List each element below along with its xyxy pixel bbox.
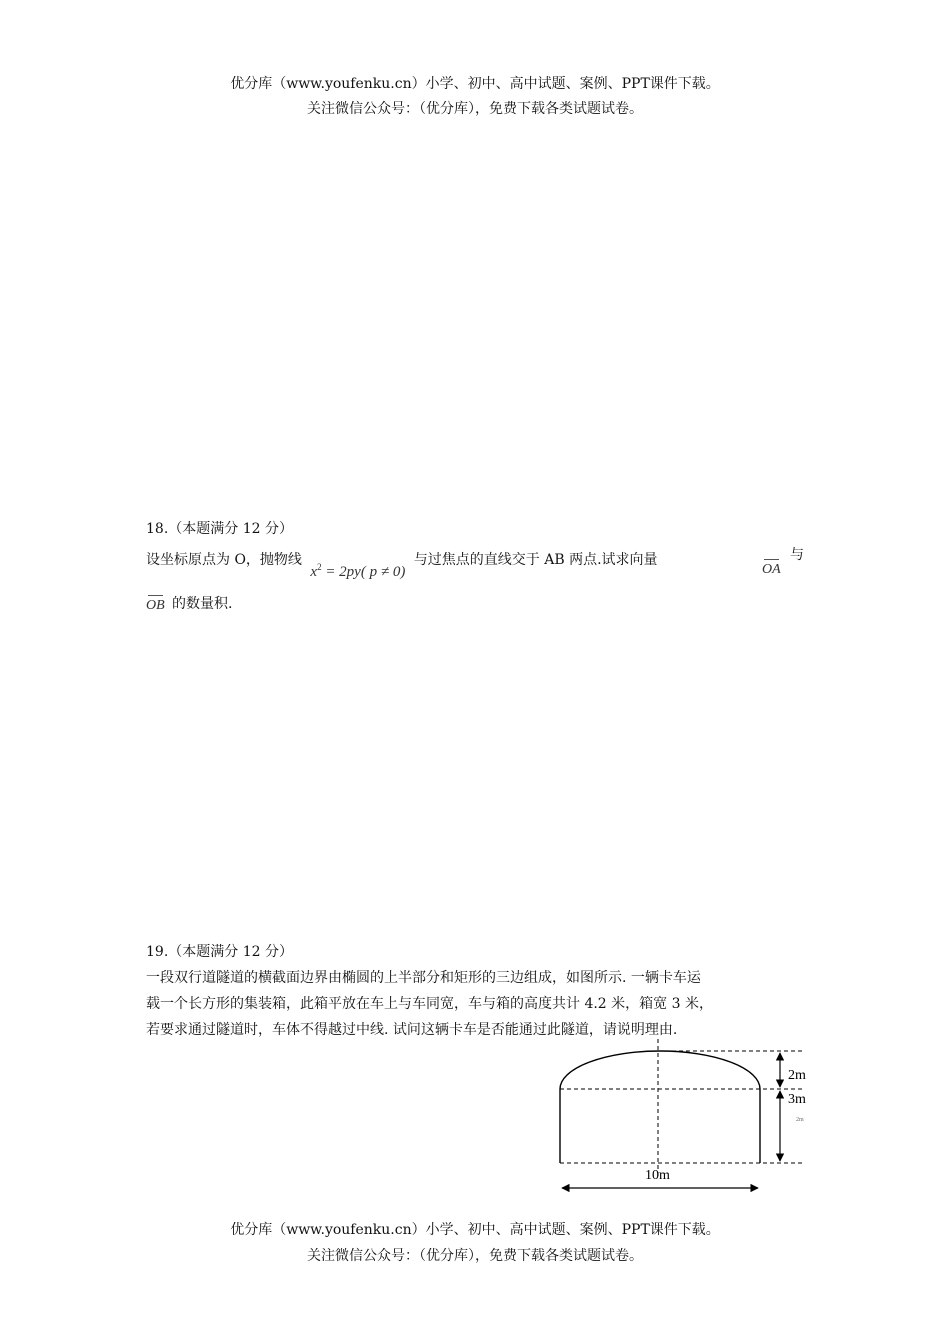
formula-sup: 2: [317, 562, 322, 572]
header-line-2: 关注微信公众号：（优分库），免费下载各类试题试卷。: [307, 101, 643, 117]
formula-rest: = 2py( p ≠ 0): [321, 564, 406, 580]
footer-line-1: 优分库（www.youfenku.cn）小学、初中、高中试题、案例、PPT课件下载。: [230, 1222, 720, 1238]
q18-text-d: 的数量积.: [172, 596, 233, 612]
label-10m: 10m: [645, 1168, 670, 1183]
label-3m: 3m: [788, 1092, 806, 1107]
vector-ob: OB: [146, 598, 165, 613]
header-line-1: 优分库（www.youfenku.cn）小学、初中、高中试题、案例、PPT课件下载。: [230, 76, 720, 92]
q19-line-1: 一段双行道隧道的横截面边界由椭圆的上半部分和矩形的三边组成，如图所示. 一辆卡车运: [146, 970, 701, 986]
label-2m: 2m: [788, 1068, 806, 1083]
q18-title: 18.（本题满分 12 分）: [146, 521, 293, 537]
q19-line-2: 载一个长方形的集装箱，此箱平放在车上与车同宽，车与箱的高度共计 4.2 米，箱宽 3 米，: [146, 996, 713, 1012]
q18-text-b: 与过焦点的直线交于 AB 两点.试求向量: [413, 552, 658, 568]
vector-oa: OA: [762, 562, 781, 577]
formula-x: x: [310, 564, 318, 580]
parabola-formula: [310, 557, 405, 582]
q19-title: 19.（本题满分 12 分）: [146, 944, 293, 960]
label-2m-small: 2m: [796, 1117, 804, 1123]
q19-line-3: 若要求通过隧道时，车体不得越过中线. 试问这辆卡车是否能通过此隧道，请说明理由.: [146, 1022, 678, 1038]
q18-text-c: 与: [790, 547, 804, 563]
q18-line-1: [146, 545, 658, 580]
ellipse-arc: [560, 1051, 760, 1089]
q18-text-a: 设坐标原点为 O，抛物线: [146, 552, 302, 568]
footer-line-2: 关注微信公众号：（优分库），免费下载各类试题试卷。: [307, 1248, 643, 1264]
